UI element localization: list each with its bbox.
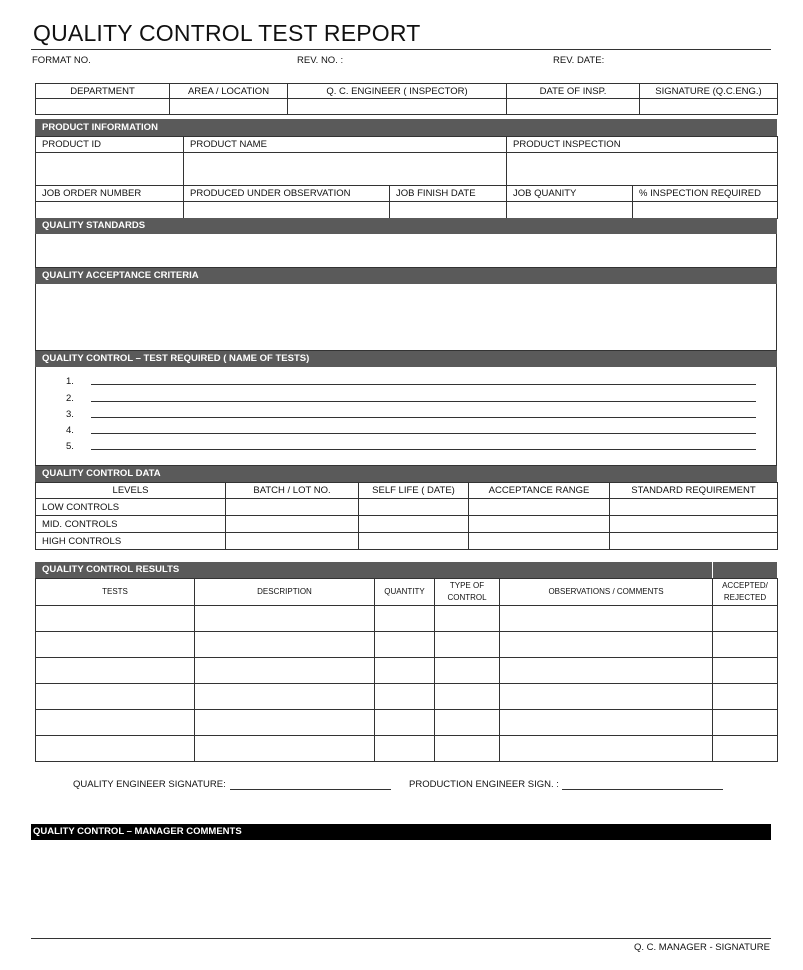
quality-standards-section [35,218,777,268]
product-id-field[interactable] [36,153,184,186]
table-cell[interactable] [435,632,500,658]
produced-under-observation-header: PRODUCED UNDER OBSERVATION [184,186,390,202]
acceptance-range-header: ACCEPTANCE RANGE [469,483,610,499]
table-cell[interactable] [469,533,610,550]
format-no-label: FORMAT NO. [32,55,91,66]
table-cell[interactable] [195,710,375,736]
table-cell[interactable] [226,516,359,533]
acceptance-criteria-heading: QUALITY ACCEPTANCE CRITERIA [35,268,777,284]
acceptance-criteria-field[interactable] [35,284,777,351]
product-information-section [35,119,777,219]
table-row [36,499,778,516]
tests-required-section [35,351,777,466]
qc-data-heading: QUALITY CONTROL DATA [35,466,777,482]
table-cell[interactable] [36,632,195,658]
table-cell[interactable] [435,606,500,632]
product-inspection-field[interactable] [507,153,778,186]
rev-date-label: REV. DATE: [553,55,605,66]
table-cell[interactable] [36,658,195,684]
table-row [36,516,778,533]
table-cell[interactable] [195,658,375,684]
product-inspection-header: PRODUCT INSPECTION [507,137,778,153]
qc-engineer-header: Q. C. ENGINEER ( INSPECTOR) [288,84,507,99]
table-row [36,684,778,710]
manager-comments-area[interactable] [31,841,771,936]
table-cell[interactable] [195,736,375,762]
signature-qc-eng-header: SIGNATURE (Q.C.ENG.) [640,84,778,99]
self-life-header: SELF LIFE ( DATE) [359,483,469,499]
product-id-header: PRODUCT ID [36,137,184,153]
tests-header: TESTS [36,579,195,606]
tests-required-list [35,367,777,466]
date-of-inspection-field[interactable] [507,99,640,115]
title-divider [31,49,771,50]
product-information-heading: PRODUCT INFORMATION [35,119,777,136]
quality-engineer-signature-label: QUALITY ENGINEER SIGNATURE: [73,779,226,790]
table-cell[interactable] [500,736,713,762]
table-cell[interactable] [500,710,713,736]
quality-standards-heading: QUALITY STANDARDS [35,218,777,234]
table-cell[interactable] [610,516,778,533]
produced-under-observation-field[interactable] [184,202,390,219]
acceptance-criteria-section [35,268,777,351]
table-cell[interactable] [359,533,469,550]
department-field[interactable] [36,99,170,115]
table-cell[interactable] [226,499,359,516]
table-cell[interactable] [610,533,778,550]
table-cell[interactable] [375,658,435,684]
table-cell[interactable] [435,658,500,684]
table-cell[interactable] [36,710,195,736]
level-label: HIGH CONTROLS [36,533,226,550]
quantity-header: QUANTITY [375,579,435,606]
job-order-number-header: JOB ORDER NUMBER [36,186,184,202]
table-cell[interactable] [713,606,778,632]
rev-no-label: REV. NO. : [297,55,344,66]
qc-results-heading: QUALITY CONTROL RESULTS [35,562,712,578]
department-header: DEPARTMENT [36,84,170,99]
table-row [36,710,778,736]
table-cell[interactable] [713,632,778,658]
table-cell[interactable] [375,684,435,710]
table-cell[interactable] [375,710,435,736]
area-location-field[interactable] [170,99,288,115]
manager-comments-heading: QUALITY CONTROL – MANAGER COMMENTS [31,824,771,840]
table-cell[interactable] [469,516,610,533]
inspection-required-header: % INSPECTION REQUIRED [633,186,778,202]
table-cell[interactable] [435,710,500,736]
date-of-inspection-header: DATE OF INSP. [507,84,640,99]
table-cell[interactable] [375,736,435,762]
test-line-5[interactable]: 5. [66,436,756,452]
quality-engineer-signature [73,778,391,790]
table-cell[interactable] [226,533,359,550]
table-cell[interactable] [359,499,469,516]
production-engineer-signature-line[interactable] [562,778,723,790]
table-cell[interactable] [713,658,778,684]
batch-lot-header: BATCH / LOT NO. [226,483,359,499]
table-cell[interactable] [500,632,713,658]
inspection-required-field[interactable] [633,202,778,219]
production-engineer-signature-label: PRODUCTION ENGINEER SIGN. : [409,779,559,790]
area-location-header: AREA / LOCATION [170,84,288,99]
table-cell[interactable] [610,499,778,516]
level-label: MID. CONTROLS [36,516,226,533]
job-quantity-field[interactable] [507,202,633,219]
test-line-2[interactable]: 2. [66,387,756,403]
job-quantity-header: JOB QUANITY [507,186,633,202]
description-header: DESCRIPTION [195,579,375,606]
observations-header: OBSERVATIONS / COMMENTS [500,579,713,606]
job-order-number-field[interactable] [36,202,184,219]
table-row [36,658,778,684]
table-row [36,533,778,550]
qc-engineer-field[interactable] [288,99,507,115]
table-cell[interactable] [375,606,435,632]
table-cell[interactable] [36,684,195,710]
quality-standards-field[interactable] [35,234,777,268]
job-finish-date-header: JOB FINISH DATE [390,186,507,202]
table-row [36,632,778,658]
production-engineer-signature [409,778,723,790]
test-line-4[interactable]: 4. [66,420,756,436]
level-label: LOW CONTROLS [36,499,226,516]
qc-data-section [35,466,777,550]
levels-header: LEVELS [36,483,226,499]
table-cell[interactable] [375,632,435,658]
table-cell[interactable] [500,606,713,632]
table-cell[interactable] [195,632,375,658]
quality-engineer-signature-line[interactable] [230,778,391,790]
accepted-rejected-header: ACCEPTED/ REJECTED [713,579,778,606]
page-title: QUALITY CONTROL TEST REPORT [33,20,421,46]
table-cell[interactable] [713,710,778,736]
standard-requirement-header: STANDARD REQUIREMENT [610,483,778,499]
manager-signature-line[interactable] [31,938,771,939]
department-table [35,83,777,115]
table-cell[interactable] [359,516,469,533]
table-cell[interactable] [500,684,713,710]
table-cell[interactable] [36,736,195,762]
table-cell[interactable] [713,684,778,710]
tests-required-heading: QUALITY CONTROL – TEST REQUIRED ( NAME OF TESTS) [35,351,777,367]
table-cell[interactable] [469,499,610,516]
job-finish-date-field[interactable] [390,202,507,219]
test-line-3[interactable]: 3. [66,404,756,420]
type-of-control-header: TYPE OF CONTROL [435,579,500,606]
product-name-field[interactable] [184,153,507,186]
signature-qc-eng-field[interactable] [640,99,778,115]
product-name-header: PRODUCT NAME [184,137,507,153]
table-cell[interactable] [195,606,375,632]
manager-signature-label: Q. C. MANAGER - SIGNATURE [633,942,770,953]
table-cell[interactable] [435,736,500,762]
table-cell[interactable] [195,684,375,710]
table-row [36,736,778,762]
qc-results-section [35,562,777,762]
table-cell[interactable] [36,606,195,632]
table-cell[interactable] [435,684,500,710]
table-row [36,606,778,632]
test-line-1[interactable]: 1. [66,371,756,387]
table-cell[interactable] [713,736,778,762]
table-cell[interactable] [500,658,713,684]
